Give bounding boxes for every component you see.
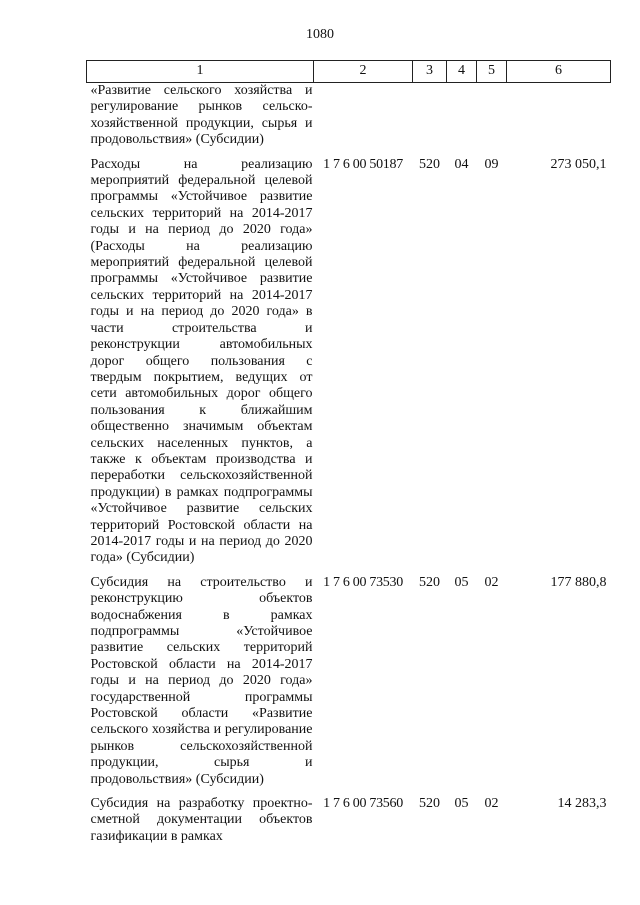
header-col-2: 2 xyxy=(314,61,413,83)
row-section xyxy=(447,83,477,157)
row-name: Расходы на реализацию мероприятий федеральной целевой программы «Устойчивое развитие сельских территорий на 2014-2017 годы и на период до 2020 года» (Расходы на реализацию мероприятий федеральной целевой программы «Устойчивое развитие сельских территорий на 2014-2017 годы и на период до 2020 года» в части строительства и реконструкции автомобильных дорог общего пользования с твердым покрытием, ведущих от сети автомобильных дорог общего пользования к ближайшим общественно значимым объектам сельских населенных пунктов, а также к объектам производства и переработки сельскохозяйственной продукции) в рамках подпрограммы «Устойчивое развитие сельских территорий Ростовской области на 2014-2017 годы и на период до 2020 года» (Субсидии) xyxy=(90,156,313,566)
row-section: 04 xyxy=(454,156,469,172)
budget-table xyxy=(86,60,611,853)
row-subsection xyxy=(477,83,507,157)
row-code xyxy=(314,83,413,157)
table-row xyxy=(87,83,611,157)
row-code: 1 7 6 00 73530 xyxy=(323,574,403,590)
row-expense-type: 520 xyxy=(419,156,440,172)
header-col-3: 3 xyxy=(413,61,447,83)
row-expense-type: 520 xyxy=(419,574,440,590)
row-amount: 273 050,1 xyxy=(550,156,607,172)
header-col-6: 6 xyxy=(507,61,611,83)
row-code: 1 7 6 00 73560 xyxy=(323,796,403,812)
table-row xyxy=(87,796,611,853)
row-code: 1 7 6 00 50187 xyxy=(323,156,403,172)
table-row xyxy=(87,575,611,796)
row-name: «Развитие сельского хозяйства и регулирование рынков сельскохозяйственной продукции, сырья и продовольствия» (Субсидии) xyxy=(90,83,313,148)
row-expense-type xyxy=(413,83,447,157)
row-subsection: 09 xyxy=(484,156,499,172)
table-header-row xyxy=(87,61,611,83)
row-amount: 177 880,8 xyxy=(550,574,607,590)
page-number: 1080 xyxy=(306,27,334,42)
header-col-1: 1 xyxy=(87,61,314,83)
row-name: Субсидия на разработку проектно-сметной документации объектов газификации в рамках xyxy=(90,796,313,844)
header-col-4: 4 xyxy=(447,61,477,83)
row-expense-type: 520 xyxy=(419,796,440,812)
header-col-5: 5 xyxy=(477,61,507,83)
row-section: 05 xyxy=(454,796,469,812)
row-amount xyxy=(507,83,611,157)
row-section: 05 xyxy=(454,574,469,590)
row-subsection: 02 xyxy=(484,796,499,812)
table-row xyxy=(87,157,611,575)
row-subsection: 02 xyxy=(484,574,499,590)
row-amount: 14 283,3 xyxy=(557,796,607,812)
row-name: Субсидия на строительство и реконструкцию объектов водоснабжения в рамках подпрограммы «Устойчивое развитие сельских территорий Ростовской области на 2014-2017 годы и на период до 2020 года» государственной программы Ростовской области «Развитие сельского хозяйства и регулирование рынков сельскохозяйственной продукции, сырья и продовольствия» (Субсидии) xyxy=(90,574,313,787)
